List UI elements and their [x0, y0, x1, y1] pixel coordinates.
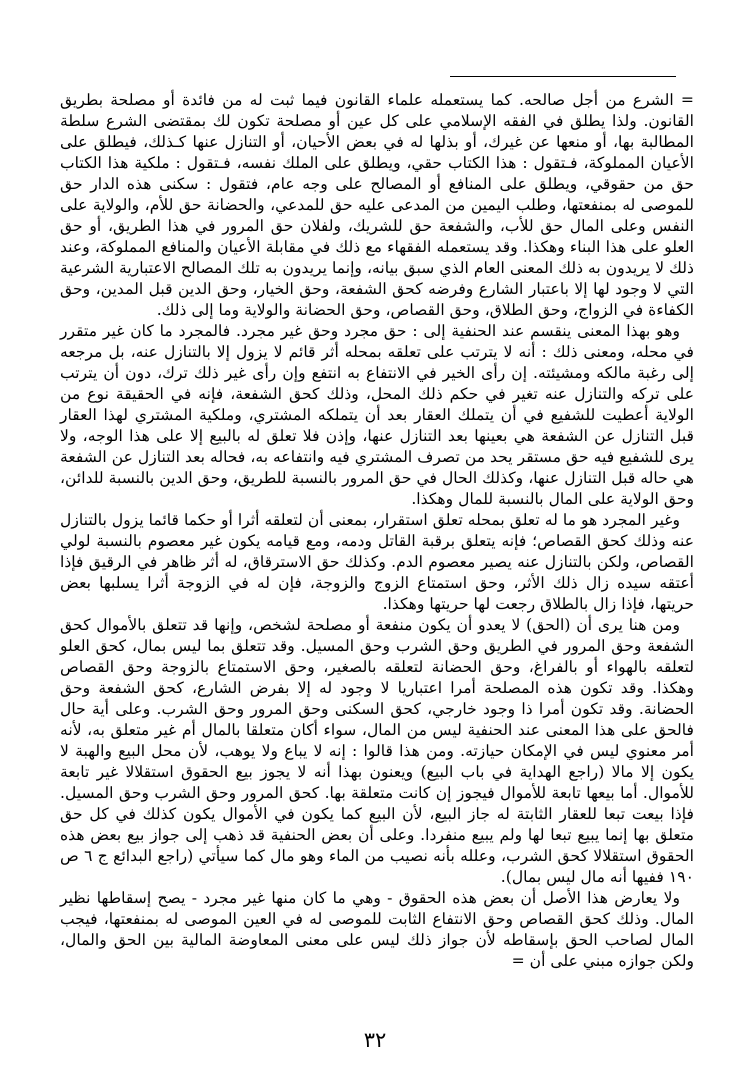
paragraph-waiver-for-money: ولا يعارض هذا الأصل أن بعض هذه الحقوق - وهي ما كان منها غير مجرد - يصح إسقاطها نظير المال. وذلك كحق القصاص وحق الانتفاع الثابت للموصى له في العين الموصى له بمنفعتها، فيجب المال لصاحب الحق بإسقاطه لأن جواز ذلك ليس على معنى المعاوضة المالية بين الحق والمال، ولكن جوازه مبني على أن =: [60, 889, 694, 970]
paragraph-right-not-property: ومن هنا يرى أن (الحق) لا يعدو أن يكون منفعة أو مصلحة لشخص، وإنها قد تتعلق بالأموال كحق الشفعة وحق المرور في الطريق وحق الشرب وحق المسيل. وقد تتعلق بما ليس بمال، كحق العلو لتعلقه بالهواء أو بالفراغ، وحق الحضانة لتعلقه بالصغير، وحق الاستمتاع بالزوجة وحق القصاص وهكذا. وقد تكون هذه المصلحة أمرا اعتباريا لا وجود له إلا بفرض الشارع، كحق الشفعة وحق الحضانة. وقد تكون أمرا ذا وجود خارجي، كحق السكنى وحق المرور وحق الشرب. وعلى أية حال فالحق على هذا المعنى عند الحنفية ليس من المال، سواء أكان متعلقا بالمال أم غير متعلق به، لأنه أمر معنوي ليس في الإمكان حيازته. ومن هذا قالوا : إنه لا يباع ولا يوهب، لأن محل البيع والهبة لا يكون إلا مالا (راجع الهداية في باب البيع) ويعنون بهذا أنه لا يجوز بيع الحقوق استقلالا غير تابعة للأموال. أما بيعها تابعة للأموال فيجوز إن كانت متعلقة بها. كحق المرور وحق الشرب وحق المسيل. فإذا بيعت تبعا للعقار الثابتة له جاز البيع، لأن البيع كما يكون في الأموال يكون كذلك في كل حق متعلق بها إنما يبيع تبعا لها ولم يبيع منفردا. وعلى أن بعض الحنفية قد ذهب إلى جواز بيع بعض هذه الحقوق استقلالا كحق الشرب، وعلله بأنه نصيب من الماء وهو مال كما سيأتي (راجع البدائع ج ٦ ص ١٩٠ ففيها أنه مال ليس بمال).: [60, 616, 694, 886]
footnote-separator-line: [450, 76, 676, 77]
paragraph-non-abstract-right: وغير المجرد هو ما له تعلق بمحله تعلق استقرار، بمعنى أن لتعلقه أثرا أو حكما قائما يزول بالتنازل عنه وذلك كحق القصاص؛ فإنه يتعلق برقبة القاتل ودمه، ومع قيامه يكون غير معصوم بالنسبة لولي القصاص، ولكن بالتنازل عنه يصير معصوم الدم. وكذلك حق الاسترقاق، له أثر ظاهر في الرقيق فإذا أعتقه سيده زال ذلك الأثر، وحق استمتاع الزوج والزوجة، فإن له في الزوجة أثرا يسلبها بعض حريتها، فإذا زال بالطلاق رجعت لها حريتها وهكذا.: [60, 511, 694, 613]
paragraph-hanafi-division: وهو بهذا المعنى ينقسم عند الحنفية إلى : حق مجرد وحق غير مجرد. فالمجرد ما كان غير متقرر في محله، ومعنى ذلك : أنه لا يترتب على تعلقه بمحله أثر قائم لا يزول إلا بالتنازل عنه، بل مرجعه إلى رغبة مالكه ومشيئته. إن رأى الخير في الانتفاع به انتفع وإن رأى غير ذلك ترك، دون أن يترتب على تركه والتنازل عنه تغير في حكم ذلك المحل، وذلك كحق الشفعة، فإنه في الحقيقة نوع من الولاية أعطيت للشفيع في أن يتملك العقار بعد أن يتملكه المشتري، وملكية المشتري لهذا العقار قبل التنازل عن الشفعة هي بعينها بعد التنازل عنها، وإذن فلا تعلق له بالبيع إلا على هذا الوجه، ولا يرى للشفيع فيه حق مستقر يحد من تصرف المشتري فيه وانتفاعه به، فحاله بعد التنازل عن الشفعة هي حاله قبل التنازل عنها، وكذلك الحال في حق المرور بالنسبة للطريق، وحق الدين بالنسبة للدائن، وحق الولاية على المال بالنسبة للمال وهكذا.: [60, 322, 694, 508]
paragraph-right-definition: = الشرع من أجل صالحه. كما يستعمله علماء القانون فيما ثبت له من فائدة أو مصلحة بطريق القانون. ولذا يطلق في الفقه الإسلامي على كل عين أو مصلحة تكون لك بمقتضى الشرع سلطة المطالبة بها، أو منعها عن غيرك، أو بذلها له في بعض الأحيان، أو التنازل عنها كـذلك، فيطلق على الأعيان المملوكة، فـتقول : هذا الكتاب حقي، ويطلق على الملك نفسه، فـتقول : ملكية هذا الكتاب حق من حقوقي، ويطلق على المنافع أو المصالح على وجه عام، فتقول : سكنى هذه الدار حق للموصى له بمنفعتها، وطلب اليمين من المدعى عليه حق للمدعي، والحضانة حق للأم، والولاية على النفس وعلى المال حق للأب، والشفعة حق للشريك، ولفلان حق المرور في هذا الطريق، أو حق العلو على هذا البناء وهكذا. وقد يستعمله الفقهاء مع ذلك في مقابلة الأعيان والمنافع المملوكة، وعند ذلك لا يريدون به ذلك المعنى العام الذي سبق بيانه، وإنما يريدون به تلك المصالح الاعتبارية الشرعية التي لا وجود لها إلا باعتبار الشارع وفرضه كحق الشفعة، وحق الخيار، وحق الدين قبل المدين، وحق الكفاءة في الزواج، وحق الطلاق، وحق القصاص، وحق الحضانة والولاية وما إلى ذلك.: [60, 91, 694, 319]
page-number: ٣٢: [363, 1028, 387, 1052]
footnote-text: [60, 90, 694, 972]
